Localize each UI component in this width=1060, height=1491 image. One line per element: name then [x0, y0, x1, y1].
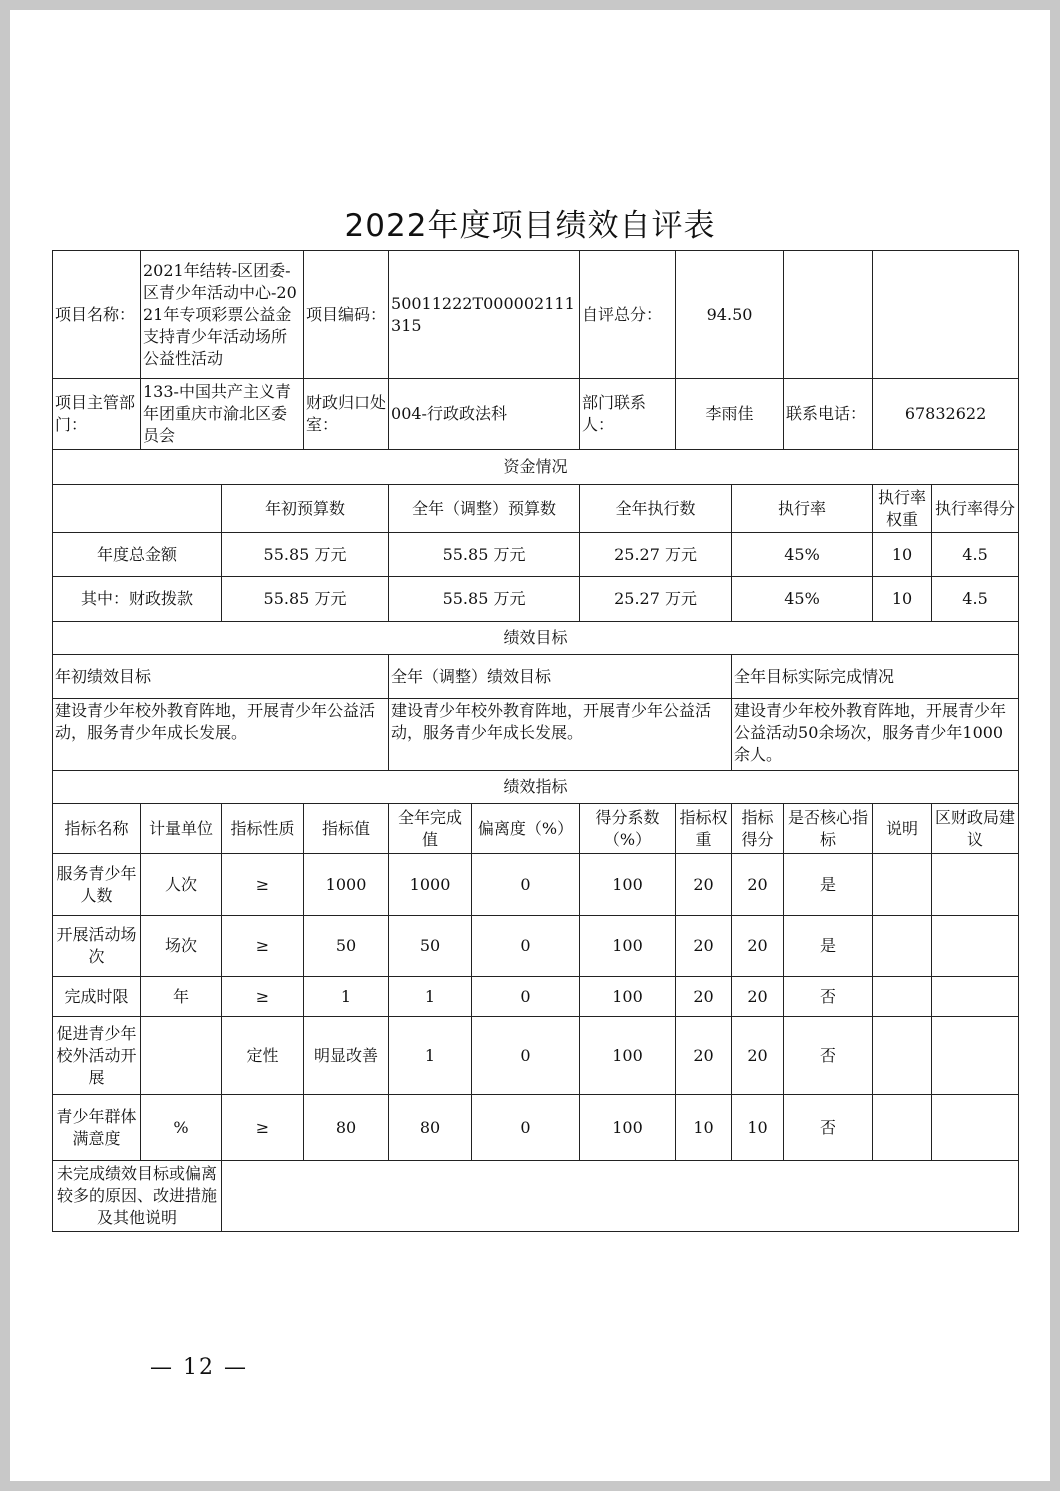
- project-name-value: 2021年结转-区团委-区青少年活动中心-2021年专项彩票公益金支持青少年活动场所公益性活动: [141, 251, 304, 379]
- finance-label: 财政归口处室：: [304, 379, 389, 450]
- self-score-value: 94.50: [676, 251, 784, 379]
- ind-nature: ≥: [222, 916, 304, 977]
- ind-note: [873, 1017, 932, 1095]
- contact-label: 部门联系人：: [580, 379, 676, 450]
- funds-executed: 25.27 万元: [580, 533, 732, 577]
- ind-nature: ≥: [222, 977, 304, 1017]
- dept-value: 133-中国共产主义青年团重庆市渝北区委员会: [141, 379, 304, 450]
- goals-actual-text: 建设青少年校外教育阵地，开展青少年公益活动50余场次，服务青少年1000余人。: [732, 699, 1019, 771]
- empty-cell: [53, 485, 222, 533]
- phone-label: 联系电话：: [784, 379, 873, 450]
- ind-weight: 20: [676, 977, 732, 1017]
- ind-score: 20: [732, 854, 784, 916]
- ind-advice: [932, 1095, 1019, 1161]
- table-row: [53, 916, 1019, 977]
- ind-unit: 人次: [141, 854, 222, 916]
- project-name-label: 项目名称：: [53, 251, 141, 379]
- goals-initial-text: 建设青少年校外教育阵地，开展青少年公益活动，服务青少年成长发展。: [53, 699, 389, 771]
- contact-value: 李雨佳: [676, 379, 784, 450]
- ind-target: 1: [304, 977, 389, 1017]
- funds-score: 4.5: [932, 577, 1019, 622]
- funds-header-rate: 执行率: [732, 485, 873, 533]
- funds-weight: 10: [873, 577, 932, 622]
- self-score-label: 自评总分：: [580, 251, 676, 379]
- ind-weight: 20: [676, 916, 732, 977]
- ind-note: [873, 1095, 932, 1161]
- remark-label: 未完成绩效目标或偏离较多的原因、改进措施及其他说明: [53, 1161, 222, 1232]
- funds-header-adjusted: 全年（调整）预算数: [389, 485, 580, 533]
- indicators-section-title: 绩效指标: [53, 771, 1019, 804]
- ind-header-note: 说明: [873, 804, 932, 854]
- funds-rate: 45%: [732, 577, 873, 622]
- ind-header-unit: 计量单位: [141, 804, 222, 854]
- ind-header-done: 全年完成值: [389, 804, 472, 854]
- ind-name: 开展活动场次: [53, 916, 141, 977]
- funds-header-weight: 执行率权重: [873, 485, 932, 533]
- funds-header-score: 执行率得分: [932, 485, 1019, 533]
- funds-weight: 10: [873, 533, 932, 577]
- phone-value: 67832622: [873, 379, 1019, 450]
- funds-rate: 45%: [732, 533, 873, 577]
- table-row: [53, 854, 1019, 916]
- goals-actual-label: 全年目标实际完成情况: [732, 655, 1019, 699]
- ind-done: 80: [389, 1095, 472, 1161]
- ind-unit: %: [141, 1095, 222, 1161]
- ind-score: 10: [732, 1095, 784, 1161]
- performance-table: [52, 250, 1019, 1232]
- ind-header-advice: 区财政局建议: [932, 804, 1019, 854]
- ind-dev: 0: [472, 916, 580, 977]
- project-code-label: 项目编码：: [304, 251, 389, 379]
- ind-weight: 20: [676, 854, 732, 916]
- ind-advice: [932, 916, 1019, 977]
- ind-core: 否: [784, 1017, 873, 1095]
- page-number: — 12 —: [150, 1355, 248, 1380]
- ind-unit: 场次: [141, 916, 222, 977]
- funds-executed: 25.27 万元: [580, 577, 732, 622]
- ind-coef: 100: [580, 1017, 676, 1095]
- finance-value: 004-行政政法科: [389, 379, 580, 450]
- table-row: [53, 1095, 1019, 1161]
- ind-done: 1: [389, 977, 472, 1017]
- ind-note: [873, 854, 932, 916]
- funds-section-title: 资金情况: [53, 450, 1019, 485]
- ind-dev: 0: [472, 854, 580, 916]
- ind-name: 服务青少年人数: [53, 854, 141, 916]
- ind-target: 1000: [304, 854, 389, 916]
- ind-score: 20: [732, 916, 784, 977]
- ind-note: [873, 916, 932, 977]
- ind-header-nature: 指标性质: [222, 804, 304, 854]
- funds-header-executed: 全年执行数: [580, 485, 732, 533]
- ind-name: 完成时限: [53, 977, 141, 1017]
- empty-cell: [873, 251, 1019, 379]
- goals-adjusted-text: 建设青少年校外教育阵地，开展青少年公益活动，服务青少年成长发展。: [389, 699, 732, 771]
- ind-done: 1: [389, 1017, 472, 1095]
- ind-header-name: 指标名称: [53, 804, 141, 854]
- ind-name: 促进青少年校外活动开展: [53, 1017, 141, 1095]
- empty-cell: [784, 251, 873, 379]
- ind-core: 是: [784, 916, 873, 977]
- funds-initial: 55.85 万元: [222, 577, 389, 622]
- ind-header-target: 指标值: [304, 804, 389, 854]
- ind-advice: [932, 977, 1019, 1017]
- funds-score: 4.5: [932, 533, 1019, 577]
- remark-value: [222, 1161, 1019, 1232]
- dept-label: 项目主管部门：: [53, 379, 141, 450]
- table-row: [53, 1017, 1019, 1095]
- ind-coef: 100: [580, 854, 676, 916]
- ind-header-score: 指标得分: [732, 804, 784, 854]
- ind-weight: 10: [676, 1095, 732, 1161]
- ind-note: [873, 977, 932, 1017]
- funds-row-label: 其中：财政拨款: [53, 577, 222, 622]
- ind-header-weight: 指标权重: [676, 804, 732, 854]
- ind-target: 80: [304, 1095, 389, 1161]
- ind-nature: 定性: [222, 1017, 304, 1095]
- page-title: 2022年度项目绩效自评表: [344, 208, 716, 244]
- ind-unit: [141, 1017, 222, 1095]
- ind-core: 否: [784, 1095, 873, 1161]
- goals-initial-label: 年初绩效目标: [53, 655, 389, 699]
- ind-advice: [932, 854, 1019, 916]
- goals-adjusted-label: 全年（调整）绩效目标: [389, 655, 732, 699]
- funds-header-initial: 年初预算数: [222, 485, 389, 533]
- ind-nature: ≥: [222, 1095, 304, 1161]
- ind-target: 50: [304, 916, 389, 977]
- ind-done: 1000: [389, 854, 472, 916]
- ind-done: 50: [389, 916, 472, 977]
- ind-core: 否: [784, 977, 873, 1017]
- table-row: [53, 977, 1019, 1017]
- ind-nature: ≥: [222, 854, 304, 916]
- ind-target: 明显改善: [304, 1017, 389, 1095]
- ind-coef: 100: [580, 1095, 676, 1161]
- ind-score: 20: [732, 977, 784, 1017]
- ind-header-core: 是否核心指标: [784, 804, 873, 854]
- ind-advice: [932, 1017, 1019, 1095]
- ind-dev: 0: [472, 1017, 580, 1095]
- ind-dev: 0: [472, 1095, 580, 1161]
- funds-initial: 55.85 万元: [222, 533, 389, 577]
- ind-header-dev: 偏离度（%）: [472, 804, 580, 854]
- ind-score: 20: [732, 1017, 784, 1095]
- ind-core: 是: [784, 854, 873, 916]
- ind-dev: 0: [472, 977, 580, 1017]
- ind-coef: 100: [580, 977, 676, 1017]
- ind-coef: 100: [580, 916, 676, 977]
- ind-name: 青少年群体满意度: [53, 1095, 141, 1161]
- funds-row-label: 年度总金额: [53, 533, 222, 577]
- project-code-value: 50011222T000002111315: [389, 251, 580, 379]
- ind-weight: 20: [676, 1017, 732, 1095]
- ind-header-coef: 得分系数（%）: [580, 804, 676, 854]
- funds-adjusted: 55.85 万元: [389, 577, 580, 622]
- funds-adjusted: 55.85 万元: [389, 533, 580, 577]
- ind-unit: 年: [141, 977, 222, 1017]
- goals-section-title: 绩效目标: [53, 622, 1019, 655]
